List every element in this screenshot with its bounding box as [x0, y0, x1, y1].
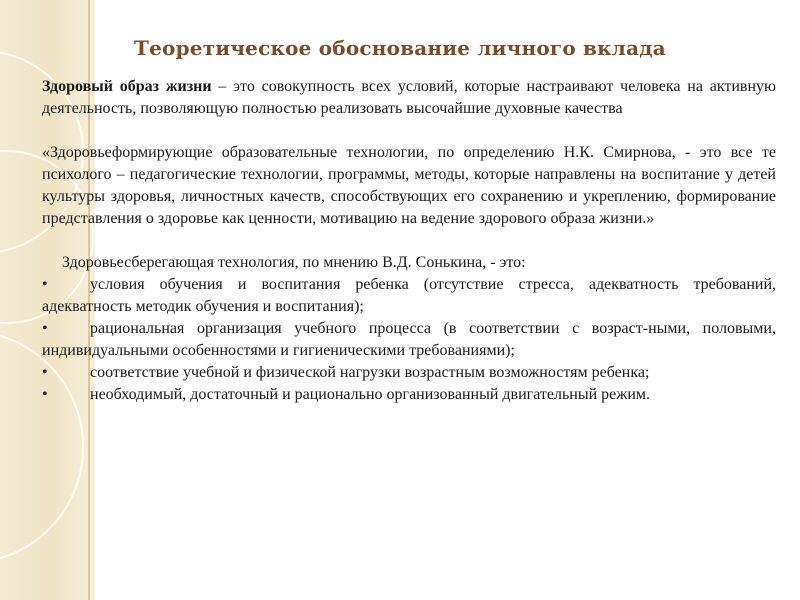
- bullet-text: условия обучения и воспитания ребенка (отсутствие стресса, адекватность требований, адекватность методик обучения и воспитания);: [42, 276, 776, 315]
- bullet-text: соответствие учебной и физической нагрузки возрастным возможностям ребенка;: [90, 364, 650, 381]
- bullet-icon: •: [42, 364, 48, 381]
- bullet-text: необходимый, достаточный и рационально организованный двигательный режим.: [90, 386, 651, 403]
- intro-paragraph: Здоровьесберегающая технология, по мнению В.Д. Сонькина, - это:: [62, 254, 526, 271]
- quote-paragraph: «Здоровьеформирующие образовательные технологии, по определению Н.К. Смирнова, - это все те психолого – педагогические технологии, программы, методы, которые направлены на воспитание у детей культуры здоровья, личностных качеств, способствующих его сохранению и укреплению, формирование представления о здоровье как ценности, мотивацию на ведение здорового образа жизни.»: [42, 144, 776, 227]
- bullet-item: [42, 362, 776, 384]
- definition-text: – это совокупность всех условий, которые настраивают человека на активную деятельность, позволяющую полностью реализовать высочайшие духовные качества: [42, 78, 777, 117]
- definition-term: Здоровый образ жизни: [42, 78, 212, 95]
- slide-content: [42, 76, 776, 406]
- bullet-icon: •: [42, 386, 48, 403]
- bullet-item: [42, 274, 776, 318]
- bullet-icon: •: [42, 276, 48, 293]
- bullet-text: рациональная организация учебного процесса (в соответствии с возраст-ными, половыми, индивидуальными особенностями и гигиеническими требованиями);: [42, 320, 776, 359]
- bullet-item: [42, 384, 776, 406]
- definition-paragraph: [42, 76, 776, 120]
- slide-title: Теоретическое обоснование личного вклада: [134, 36, 666, 60]
- bullet-icon: •: [42, 320, 48, 337]
- bullet-item: [42, 318, 776, 362]
